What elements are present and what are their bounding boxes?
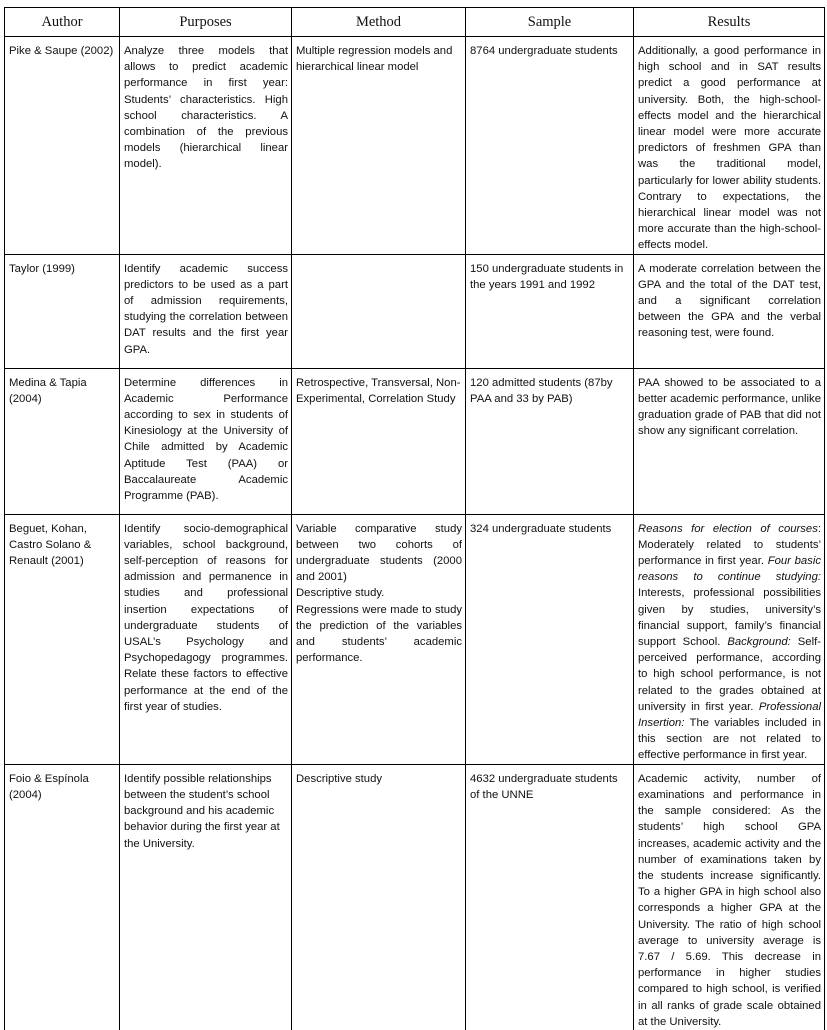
results-segment: Self-perceived performance, according to high school performance, is not related to the grades obtained at university in first year.	[638, 636, 821, 713]
author-cell: Foio & Espínola (2004)	[5, 764, 120, 1030]
results-segment: Four basic reasons to continue studying:	[638, 555, 821, 584]
header-sample: Sample	[466, 8, 634, 37]
literature-review-table	[4, 7, 825, 1030]
header-row	[5, 8, 825, 37]
purposes-cell: Analyze three models that allows to predict academic performance in first year: Students’ characteristics. High school characteristics. A combination of the previous models (hierarchical linear model).	[120, 37, 292, 255]
header-purposes: Purposes	[120, 8, 292, 37]
results-cell: A moderate correlation between the GPA and the total of the DAT test, and a significant correlation between the GPA and the verbal reasoning test, were found.	[634, 254, 825, 368]
method-cell: Multiple regression models and hierarchical linear model	[292, 37, 466, 255]
header-results: Results	[634, 8, 825, 37]
results-cell: Additionally, a good performance in high school and in SAT results predict a good performance at university. Both, the high-school-effects model and the hierarchical linear model were more accurate predictors of freshmen GPA than was the traditional model, particularly for lower ability students. Contrary to expectations, the hierarchical linear model was not more accurate than the high-school-effects model.	[634, 37, 825, 255]
sample-cell: 8764 undergraduate students	[466, 37, 634, 255]
results-cell: Academic activity, number of examinations and performance in the sample considered: As the students’ high school GPA increases, academic activity and the number of examinations taken by the students increase significantly. To a higher GPA in high school also corresponds a higher GPA at the University. The ratio of high school average to university average is 7.67 / 5.69. This decrease in performance in higher studies compared to high school, is verified in all ranks of grade scale obtained at the University.	[634, 764, 825, 1030]
purposes-cell: Identify academic success predictors to be used as a part of admission requirements, studying the correlation between DAT results and the first year GPA.	[120, 254, 292, 368]
table-row	[5, 514, 825, 764]
results-segment: The variables included in this section are not related to effective performance in first year.	[638, 717, 821, 762]
method-cell	[292, 514, 466, 764]
results-segment: Background:	[727, 636, 791, 649]
method-cell: Retrospective, Transversal, Non-Experimental, Correlation Study	[292, 368, 466, 514]
author-cell: Medina & Tapia (2004)	[5, 368, 120, 514]
table-row	[5, 37, 825, 255]
results-segment: Professional Insertion:	[638, 700, 821, 730]
sample-cell: 120 admitted students (87by PAA and 33 by PAB)	[466, 368, 634, 514]
header-author: Author	[5, 8, 120, 37]
method-line: Descriptive study.	[296, 587, 385, 600]
author-cell: Beguet, Kohan, Castro Solano & Renault (2001)	[5, 514, 120, 764]
results-cell	[634, 514, 825, 764]
purposes-cell: Identify socio-demographical variables, school background, self-perception of reasons for admission and permanence in studies and professional insertion expectations of undergraduate students of USAL’s Psychology and Psychopedagogy programmes. Relate these factors to effective performance at the end of the first year of studies.	[120, 514, 292, 764]
sample-cell: 324 undergraduate students	[466, 514, 634, 764]
results-segment: Reasons for election of courses	[638, 522, 818, 535]
header-method: Method	[292, 8, 466, 37]
purposes-cell: Identify possible relationships between the student’s school background and his academic behavior during the first year at the University.	[120, 764, 292, 1030]
method-cell: Descriptive study	[292, 764, 466, 1030]
table-row	[5, 764, 825, 1030]
sample-cell: 150 undergraduate students in the years 1991 and 1992	[466, 254, 634, 368]
purposes-cell: Determine differences in Academic Performance according to sex in students of Kinesiology at the University of Chile admitted by Academic Aptitude Test (PAA) or Baccalaureate Academic Programme (PAB).	[120, 368, 292, 514]
author-cell: Taylor (1999)	[5, 254, 120, 368]
table-row	[5, 368, 825, 514]
results-cell: PAA showed to be associated to a better academic performance, unlike graduation grade of PAB that did not show any significant correlation.	[634, 368, 825, 514]
results-segment: Interests, professional possibilities given by studies, university’s financial support, family’s financial support School.	[638, 587, 821, 649]
sample-cell: 4632 undergraduate students of the UNNE	[466, 764, 634, 1030]
table-row	[5, 254, 825, 368]
results-segment: : Moderately related to students’ performance in first year.	[638, 522, 821, 568]
author-cell: Pike & Saupe (2002)	[5, 37, 120, 255]
method-cell	[292, 254, 466, 368]
method-line: Variable comparative study between two cohorts of undergraduate students (2000 and 2001)	[296, 522, 462, 584]
method-line: Regressions were made to study the prediction of the variables and students’ academic performance.	[296, 603, 462, 665]
